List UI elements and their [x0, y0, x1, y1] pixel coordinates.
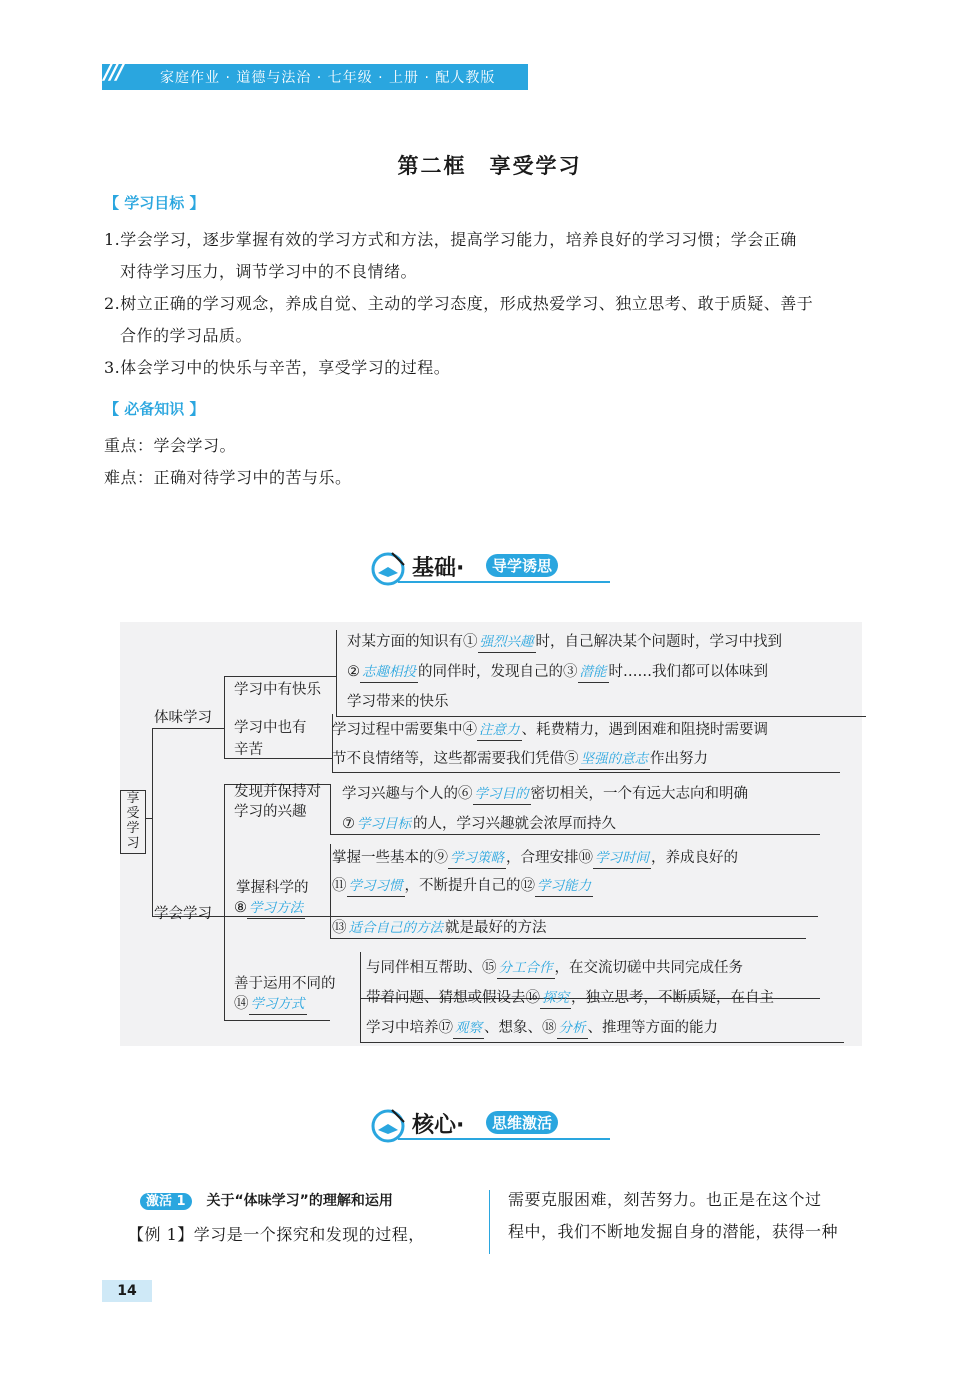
- objective-1a: 1.学会学习，逐步掌握有效的学习方式和方法，提高学习能力，培养良好的学习习惯；学会正确: [104, 230, 797, 249]
- difficult-point: 难点：正确对待学习中的苦与乐。: [104, 468, 352, 487]
- mm-line-4: 学习过程中需要集中④ 注意力 、耗费精力，遇到困难和阻挠时需要调: [332, 720, 768, 741]
- knowledge-label: 【 必备知识 】: [104, 400, 205, 418]
- branch-hard-1: 学习中也有: [234, 720, 307, 736]
- mm-line-12: 带着问题、猜想或假设去⑯ 探究 ，独立思考，不断质疑，在自主: [366, 988, 774, 1009]
- objective-3: 3.体会学习中的快乐与辛苦，享受学习的过程。: [104, 358, 451, 377]
- mm-line-9: ⑪ 学习习惯 ，不断提升自己的⑫ 学习能力: [332, 876, 593, 897]
- page-number: 14: [102, 1280, 152, 1302]
- mm-line-13: 学习中培养⑰ 观察 、想象、⑱ 分析 、推理等方面的能力: [366, 1018, 718, 1039]
- banner-core-text: 核心·: [412, 1113, 465, 1138]
- objectives-label: 【 学习目标 】: [104, 194, 205, 212]
- mm-line-2: ② 志趣相投 的同伴时，发现自己的③ 潜能 时……我们都可以体味到: [347, 662, 768, 683]
- root-label: 享受学习: [126, 791, 140, 851]
- mm-line-5: 节不良情绪等，这些都需要我们凭借⑤ 坚强的意志 作出努力: [332, 749, 708, 770]
- branch-xuehui: 学会学习: [154, 906, 212, 922]
- key-point: 重点：学会学习。: [104, 436, 237, 455]
- page-title: 第二框 享受学习: [397, 153, 582, 178]
- banner-basic-pill: 导学诱思: [486, 554, 558, 577]
- example-line: 【例 1】学习是一个探究和发现的过程，: [128, 1225, 425, 1244]
- root-node: [120, 790, 146, 854]
- branch-happy: 学习中有快乐: [234, 682, 321, 698]
- banner-underline: [398, 581, 610, 583]
- header-slashes: ///: [104, 60, 123, 85]
- mm-line-11: 与同伴相互帮助、⑮ 分工合作 ，在交流切磋中共同完成任务: [366, 958, 743, 979]
- activation-title: 关于“体味学习”的理解和运用: [206, 1193, 393, 1209]
- mm-line-10: ⑬ 适合自己的方法 就是最好的方法: [332, 918, 547, 939]
- branch-tiwei: 体味学习: [154, 710, 212, 726]
- activation-badge: 激活 1: [140, 1193, 192, 1210]
- mm-line-3: 学习带来的快乐: [347, 694, 449, 710]
- branch-hard-2: 辛苦: [234, 742, 263, 758]
- banner-basic: [368, 545, 608, 587]
- branch-method-1: 掌握科学的: [236, 880, 309, 896]
- branch-interest-1: 发现并保持对: [234, 784, 321, 800]
- column-divider: [489, 1190, 490, 1254]
- branch-style-2: ⑭ 学习方式: [234, 994, 307, 1015]
- banner-core: [368, 1102, 608, 1144]
- mm-line-7: ⑦ 学习目标 的人，学习兴趣就会浓厚而持久: [342, 814, 616, 835]
- mm-line-1: 对某方面的知识有① 强烈兴趣 时，自己解决某个问题时，学习中找到: [347, 632, 782, 653]
- objective-2b: 合作的学习品质。: [120, 326, 253, 345]
- branch-method-2: ⑧ 学习方法: [234, 898, 305, 919]
- objective-2a: 2.树立正确的学习观念，养成自觉、主动的学习态度，形成热爱学习、独立思考、敢于质疑、善于: [104, 294, 814, 313]
- mm-line-6: 学习兴趣与个人的⑥ 学习目的 密切相关，一个有远大志向和明确: [342, 784, 748, 805]
- right-line-2: 程中，我们不断地发掘自身的潜能，获得一种: [508, 1222, 839, 1241]
- banner-core-pill: 思维激活: [486, 1111, 558, 1134]
- banner-underline: [398, 1138, 610, 1140]
- right-line-1: 需要克服困难，刻苦努力。也正是在这个过: [508, 1190, 822, 1209]
- branch-interest-2: 学习的兴趣: [234, 804, 307, 820]
- branch-style-1: 善于运用不同的: [234, 976, 336, 992]
- activation-header: [140, 1190, 393, 1210]
- mm-line-8: 掌握一些基本的⑨ 学习策略 ，合理安排⑩ 学习时间 ，养成良好的: [332, 848, 738, 869]
- banner-basic-text: 基础·: [412, 556, 465, 581]
- header-text: 家庭作业 · 道德与法治 · 七年级 · 上册 · 配人教版: [160, 70, 496, 86]
- objective-1b: 对待学习压力，调节学习中的不良情绪。: [120, 262, 418, 281]
